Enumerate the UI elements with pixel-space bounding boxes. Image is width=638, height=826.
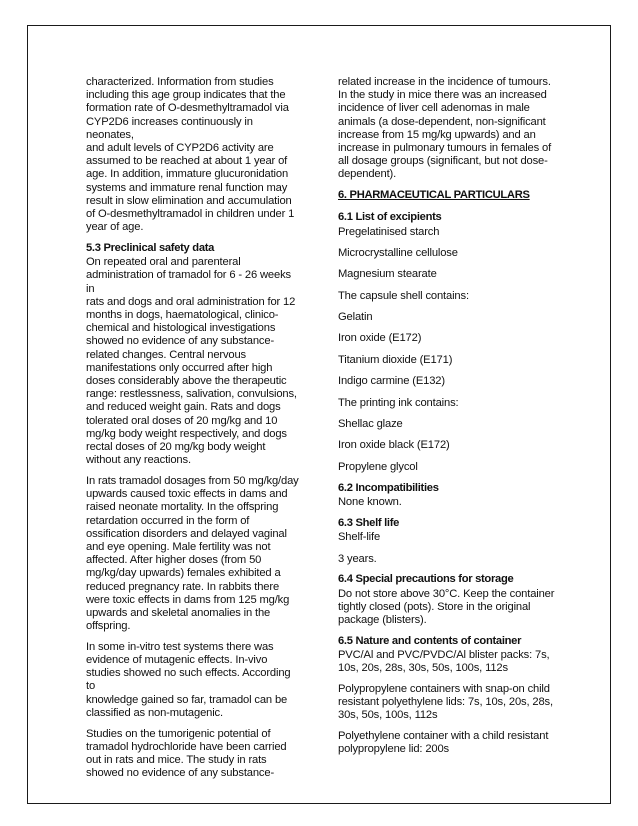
container-blister-packs: PVC/Al and PVC/PVDC/Al blister packs: 7s, 10s, 20s, 28s, 30s, 50s, 100s, 112s bbox=[338, 648, 550, 675]
ink-shellac-glaze: Shellac glaze bbox=[338, 418, 403, 431]
excipient-starch: Pregelatinised starch bbox=[338, 225, 440, 238]
storage-precautions-text: Do not store above 30°C. Keep the container tightly closed (pots). Store in the original package (blisters). bbox=[338, 587, 555, 627]
container-contents-heading: 6.5 Nature and contents of container bbox=[338, 634, 522, 647]
shell-indigo-carmine: Indigo carmine (E132) bbox=[338, 375, 445, 388]
tumorigenic-paragraph: Studies on the tumorigenic potential of tramadol hydrochloride have been carried out in rats and mice. The study in rats showed no evidence of any substance- bbox=[86, 727, 287, 780]
container-polyethylene: Polyethylene container with a child resistant polypropylene lid: 200s bbox=[338, 729, 549, 756]
ink-iron-oxide-black: Iron oxide black (E172) bbox=[338, 439, 450, 452]
container-polypropylene: Polypropylene containers with snap-on child resistant polyethylene lids: 7s, 10s, 20s, 28s, 30s, 50s, 100s, 112s bbox=[338, 682, 553, 722]
excipients-heading: 6.1 List of excipients bbox=[338, 211, 442, 224]
rats-dosage-paragraph: In rats tramadol dosages from 50 mg/kg/day upwards caused toxic effects in dams and raised neonate mortality. In the offspring retardation occurred in the form of ossification disorders and delayed vaginal and eye opening. Male fertility was not affected. After higher doses (from 50 mg/kg/day upwards) females exhibited a reduced pregnancy rate. In rabbits there were toxic effects in dams from 125 mg/kg upwards and skeletal anomalies in the offspring. bbox=[86, 474, 299, 633]
capsule-shell-label: The capsule shell contains: bbox=[338, 289, 469, 302]
printing-ink-label: The printing ink contains: bbox=[338, 396, 459, 409]
incompatibilities-text: None known. bbox=[338, 496, 402, 509]
incompatibilities-heading: 6.2 Incompatibilities bbox=[338, 482, 439, 495]
shell-titanium-dioxide: Titanium dioxide (E171) bbox=[338, 353, 453, 366]
excipient-cellulose: Microcrystalline cellulose bbox=[338, 246, 458, 259]
repeated-administration-paragraph: On repeated oral and parenteral administration of tramadol for 6 - 26 weeks in rats and dogs and oral administration for 12 months in dogs, haematological, clinico- chemical and histological investigations showed no evidence of any substance- related changes. Central nervous manifestations only occurred after high doses considerably above the therapeutic range: restlessness, salivation, convulsions, and reduced weight gain. Rats and dogs tolerated oral doses of 20 mg/kg and 10 mg/kg body weight respectively, and dogs rectal doses of 20 mg/kg body weight without any reactions. bbox=[86, 256, 297, 467]
shelf-life-heading: 6.3 Shelf life bbox=[338, 517, 400, 530]
left-column bbox=[86, 76, 300, 788]
ink-propylene-glycol: Propylene glycol bbox=[338, 460, 418, 473]
in-vitro-paragraph: In some in-vitro test systems there was evidence of mutagenic effects. In-vivo studies showed no such effects. According to knowledge gained so far, tramadol can be classified as non-mutagenic. bbox=[86, 640, 291, 719]
tumour-continuation-paragraph: related increase in the incidence of tumours. In the study in mice there was an increased incidence of liver cell adenomas in male animals (a dose-dependent, non-significant increase from 15 mg/kg upwards) and an increase in pulmonary tumours in females of all dosage groups (significant, but not dose- dependent). bbox=[338, 76, 552, 181]
shell-iron-oxide: Iron oxide (E172) bbox=[338, 332, 422, 345]
shelf-life-label: Shelf-life bbox=[338, 531, 381, 544]
excipient-magnesium: Magnesium stearate bbox=[338, 268, 437, 281]
storage-precautions-heading: 6.4 Special precautions for storage bbox=[338, 573, 514, 586]
shell-gelatin: Gelatin bbox=[338, 311, 373, 324]
pharmaceutical-particulars-heading: 6. PHARMACEUTICAL PARTICULARS bbox=[338, 189, 530, 202]
right-column bbox=[338, 76, 564, 764]
preclinical-safety-heading: 5.3 Preclinical safety data bbox=[86, 241, 215, 254]
intro-paragraph: characterized. Information from studies including this age group indicates that the formation rate of O-desmethyltramadol via CYP2D6 increases continuously in neonates, and adult levels of CYP2D6 activity are assumed to be reached at about 1 year of age. In addition, immature glucuronidation systems and immature renal function may result in slow elimination and accumulation of O-desmethyltramadol in children under 1 year of age. bbox=[86, 76, 295, 234]
shelf-life-value: 3 years. bbox=[338, 552, 377, 565]
